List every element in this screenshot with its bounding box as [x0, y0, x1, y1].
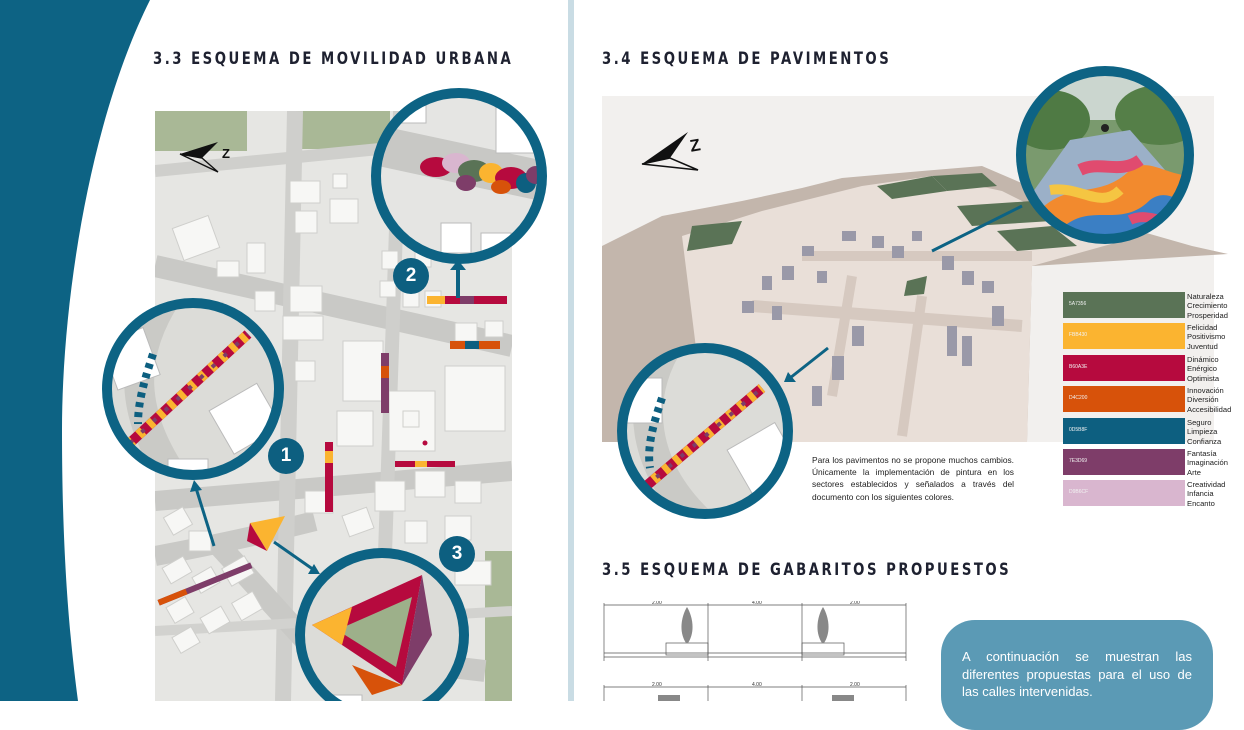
legend-word: Crecimiento	[1187, 301, 1228, 311]
legend-swatch	[1063, 449, 1185, 475]
legend-words	[1187, 418, 1221, 446]
legend-code: D4C200	[1069, 395, 1088, 401]
street-cross-sections	[602, 601, 912, 701]
legend-code: 0D5B8F	[1069, 427, 1088, 433]
dimension-label: 2.00	[652, 601, 662, 606]
legend-code: 5A7356	[1069, 301, 1087, 307]
section-3-5-heading: 3.5 ESQUEMA DE GABARITOS PROPUESTOS	[602, 560, 1012, 580]
legend-word: Positivismo	[1187, 332, 1226, 342]
legend-word: Limpieza	[1187, 427, 1218, 437]
legend-word: Imaginación	[1187, 458, 1228, 468]
legend-words	[1187, 323, 1225, 351]
legend-words	[1187, 355, 1219, 383]
legend-word: Creatividad	[1187, 480, 1226, 489]
dimension-label: 2.00	[850, 601, 860, 606]
legend-word: Innovación	[1187, 386, 1224, 395]
legend-word: Juventud	[1187, 341, 1218, 351]
legend-code: D9B6CF	[1069, 489, 1089, 495]
intro-bubble-text: A continuación se muestran las diferentes propuestas para el uso de las calles intervenidas.	[962, 649, 1192, 699]
detail-circle-2	[366, 83, 552, 269]
callout-badge-1: 1	[268, 438, 304, 474]
legend-code: B60A3E	[1069, 364, 1088, 370]
arrow-icon	[450, 260, 470, 300]
arrow-icon	[782, 346, 832, 386]
legend-swatch	[1063, 480, 1185, 506]
legend-word: Dinámico	[1187, 355, 1219, 364]
legend-swatch	[1063, 355, 1185, 381]
legend-words	[1187, 292, 1228, 320]
legend-word: Optimista	[1187, 373, 1220, 383]
arrow-icon	[190, 480, 230, 550]
legend-word: Prosperidad	[1187, 310, 1228, 320]
section-3-3-heading: 3.3 ESQUEMA DE MOVILIDAD URBANA	[153, 49, 514, 69]
dimension-label: 4.00	[752, 601, 762, 606]
legend-swatch	[1063, 323, 1185, 349]
legend-word: Arte	[1187, 467, 1201, 477]
legend-word: Infancia	[1187, 489, 1214, 499]
legend-word: Encanto	[1187, 498, 1215, 508]
legend-word: Felicidad	[1187, 323, 1218, 332]
detail-circle-1	[98, 294, 288, 484]
legend-word: Diversión	[1187, 395, 1219, 405]
legend-code: 7E3D69	[1069, 458, 1088, 464]
arrow-icon	[272, 540, 322, 580]
legend-word: Naturaleza	[1187, 292, 1224, 301]
legend-words	[1187, 449, 1228, 477]
pavement-detail-circle	[612, 338, 798, 524]
legend-swatch	[1063, 418, 1185, 444]
legend-word: Confianza	[1187, 436, 1222, 446]
legend-swatch	[1063, 292, 1185, 318]
legend-code: FBB430	[1069, 332, 1088, 338]
legend-word: Seguro	[1187, 418, 1212, 427]
dimension-label: 2.00	[850, 682, 860, 688]
section-3-4-heading: 3.4 ESQUEMA DE PAVIMENTOS	[602, 49, 892, 69]
pavement-description: Para los pavimentos no se propone muchos cambios. Únicamente la implementación de pintura en los sectores establecidos y señalados a través del documento con los siguientes colores.	[812, 455, 1014, 502]
legend-words	[1187, 480, 1225, 508]
north-label: Z	[688, 135, 702, 156]
dimension-label: 2.00	[652, 682, 662, 688]
callout-badge-2: 2	[393, 258, 429, 294]
legend-word: Accesibilidad	[1187, 404, 1232, 414]
legend-words	[1187, 386, 1231, 414]
callout-badge-3: 3	[439, 536, 475, 572]
legend-swatch	[1063, 386, 1185, 412]
painted-street-photo	[1010, 60, 1200, 250]
north-label: Z	[222, 146, 230, 161]
legend-word: Enérgico	[1187, 364, 1217, 374]
legend-word: Fantasía	[1187, 449, 1217, 458]
page-divider	[568, 0, 574, 701]
dimension-label: 4.00	[752, 682, 762, 688]
left-page	[0, 0, 568, 701]
